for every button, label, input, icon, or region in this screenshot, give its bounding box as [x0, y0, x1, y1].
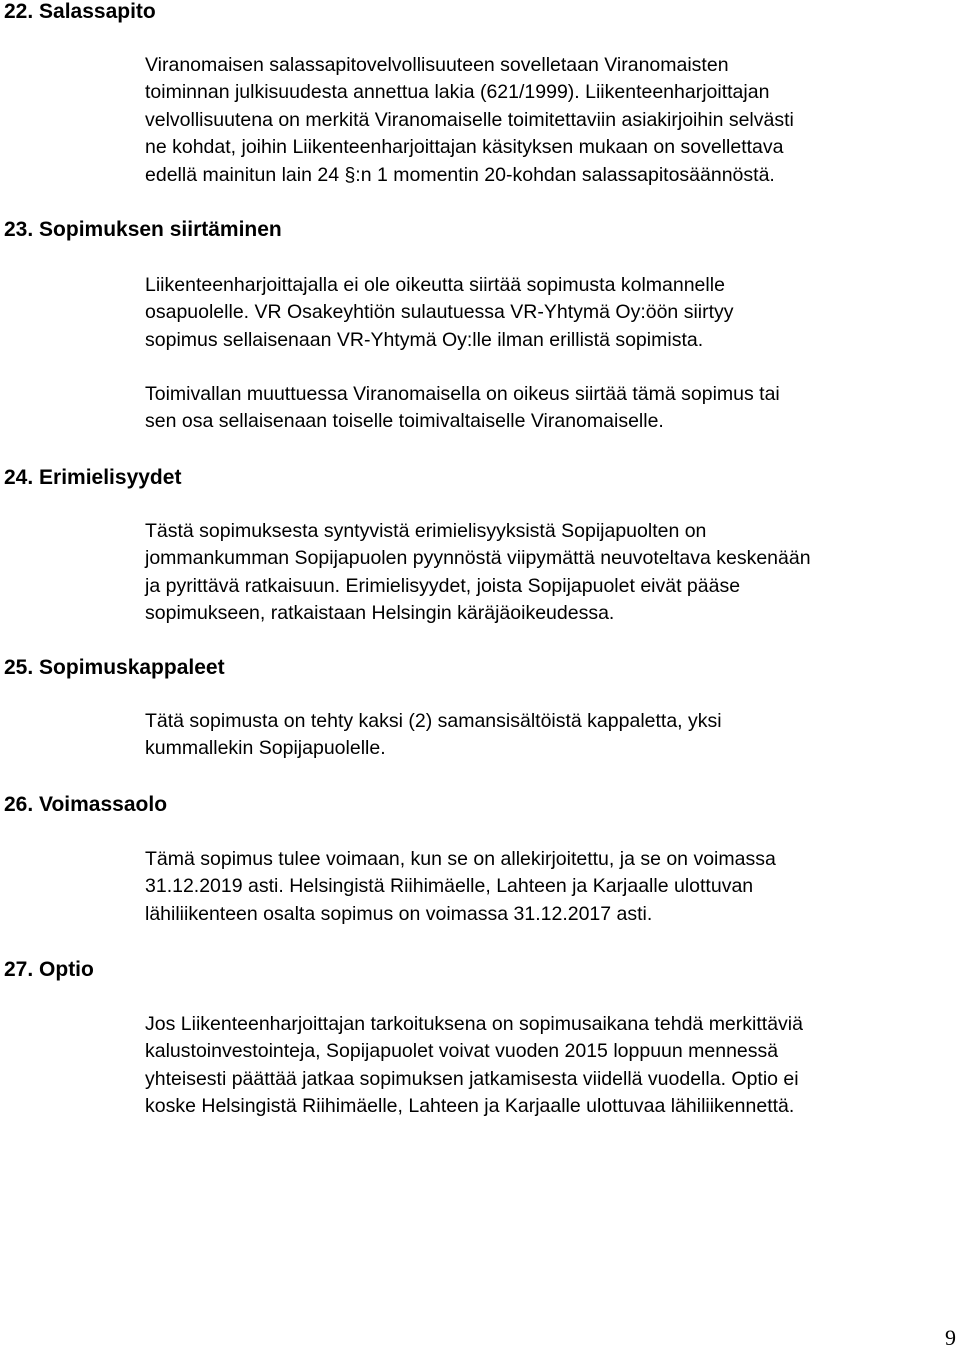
- paragraph-siirtooikeus: [145, 272, 945, 354]
- text-line: Toimivallan muuttuessa Viranomaisella on oikeus siirtää tämä sopimus tai: [145, 383, 780, 405]
- text-line: sopimukseen, ratkaistaan Helsingin käräjäoikeudessa.: [145, 602, 615, 625]
- text-line: sen osa sellaisenaan toiselle toimivaltaiselle Viranomaiselle.: [145, 410, 664, 433]
- text-line: Tämä sopimus tulee voimaan, kun se on allekirjoitettu, ja se on voimassa: [145, 848, 776, 870]
- text-line: yhteisesti päättää jatkaa sopimuksen jatkamisesta viidellä vuodella. Optio ei: [145, 1067, 799, 1090]
- text-line: Tätä sopimusta on tehty kaksi (2) samansisältöistä kappaletta, yksi: [145, 710, 722, 732]
- text-line: Tästä sopimuksesta syntyvistä erimielisyyksistä Sopijapuolten on: [145, 520, 707, 542]
- text-line: 31.12.2019 asti. Helsingistä Riihimäelle, Lahteen ja Karjaalle ulottuvan: [145, 875, 754, 898]
- page-number: 9: [945, 1325, 956, 1350]
- text-line: ne kohdat, joihin Liikenteenharjoittajan käsityksen mukaan on sovellettava: [145, 136, 784, 159]
- text-line: Viranomaisen salassapitovelvollisuuteen sovelletaan Viranomaisten: [145, 54, 729, 76]
- paragraph-erimielisyydet: [145, 518, 945, 628]
- text-line: Jos Liikenteenharjoittajan tarkoituksena on sopimusaikana tehdä merkittäviä: [145, 1013, 803, 1035]
- text-line: kalustoinvestointeja, Sopijapuolet voivat vuoden 2015 loppuun mennessä: [145, 1040, 779, 1063]
- paragraph-toimivalta: [145, 381, 945, 436]
- text-line: kummallekin Sopijapuolelle.: [145, 737, 386, 760]
- text-line: ja pyrittävä ratkaisuun. Erimielisyydet, joista Sopijapuolet eivät pääse: [145, 574, 741, 597]
- text-line: lähiliikenteen osalta sopimus on voimassa 31.12.2017 asti.: [145, 902, 653, 925]
- paragraph-salassapito: [145, 52, 945, 189]
- section-heading-salassapito: 22. Salassapito: [4, 0, 156, 23]
- section-heading-erimielisyydet: 24. Erimielisyydet: [4, 466, 182, 489]
- paragraph-sopimuskappaleet: [145, 708, 945, 763]
- section-heading-sopimuskappaleet: 25. Sopimuskappaleet: [4, 656, 225, 679]
- text-line: edellä mainitun lain 24 §:n 1 momentin 20-kohdan salassapitosäännöstä.: [145, 163, 775, 186]
- paragraph-voimassaolo: [145, 846, 945, 928]
- section-heading-sopimuksen-siirtaminen: 23. Sopimuksen siirtäminen: [4, 218, 282, 241]
- text-line: koske Helsingistä Riihimäelle, Lahteen ja Karjaalle ulottuvaa lähiliikennettä.: [145, 1095, 795, 1118]
- text-line: jommankumman Sopijapuolen pyynnöstä viipymättä neuvoteltava keskenään: [145, 547, 811, 570]
- section-heading-optio: 27. Optio: [4, 958, 94, 981]
- text-line: velvollisuutena on merkitä Viranomaiselle toimitettaviin asiakirjoihin selvästi: [145, 108, 794, 131]
- text-line: osapuolelle. VR Osakeyhtiön sulautuessa VR-Yhtymä Oy:öön siirtyy: [145, 301, 734, 324]
- paragraph-optio: [145, 1011, 945, 1121]
- text-line: toiminnan julkisuudesta annettua lakia (621/1999). Liikenteenharjoittajan: [145, 81, 770, 104]
- text-line: Liikenteenharjoittajalla ei ole oikeutta siirtää sopimusta kolmannelle: [145, 274, 725, 296]
- section-heading-voimassaolo: 26. Voimassaolo: [4, 793, 168, 816]
- text-line: sopimus sellaisenaan VR-Yhtymä Oy:lle ilman erillistä sopimista.: [145, 328, 704, 351]
